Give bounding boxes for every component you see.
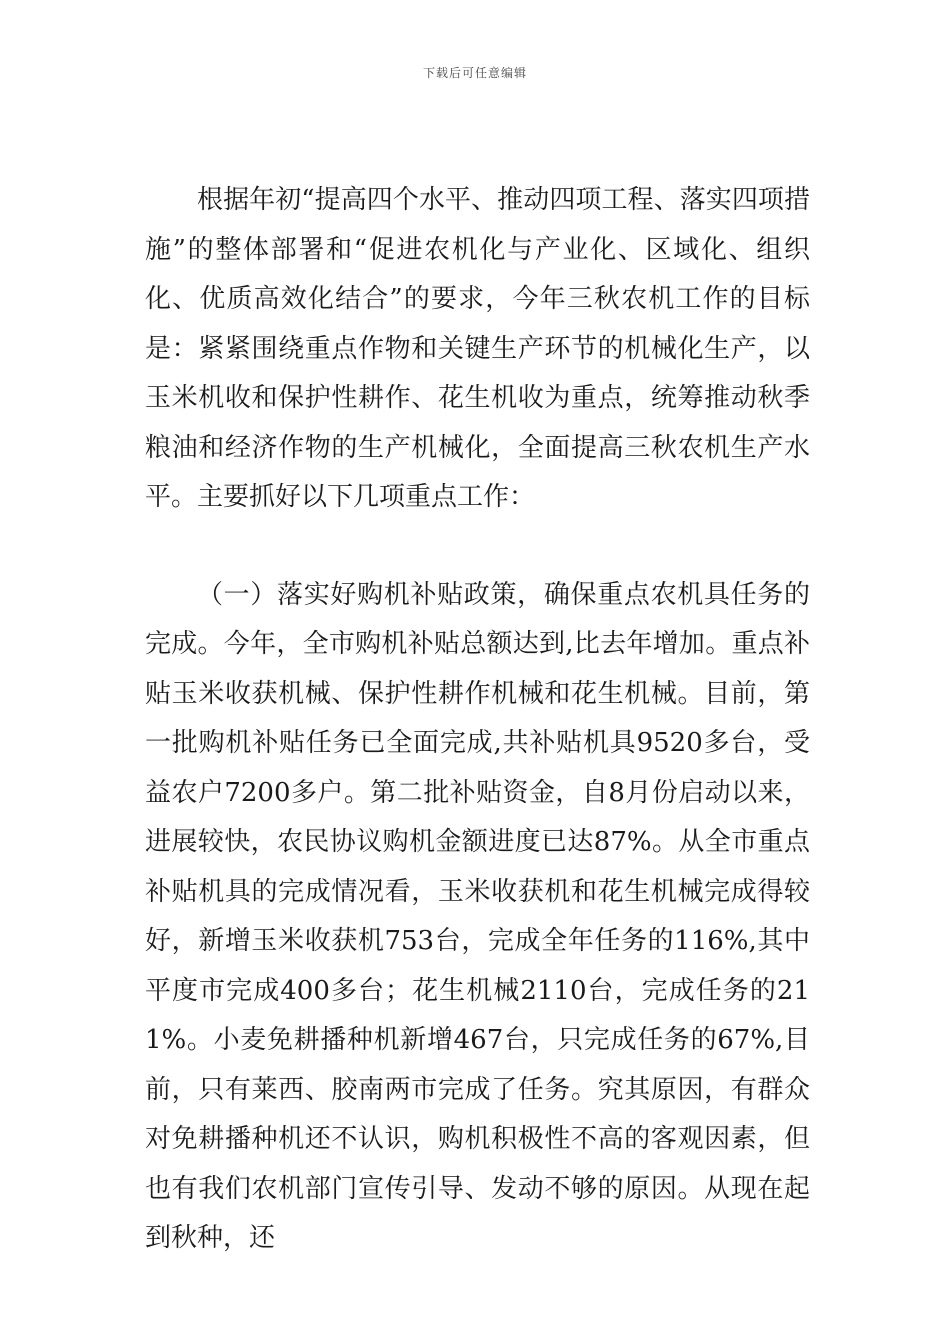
page-header-note: 下载后可任意编辑 <box>422 66 527 80</box>
paragraph-section-1: （一）落实好购机补贴政策，确保重点农机具任务的完成。今年，全市购机补贴总额达到,比去年增加。重点补贴玉米收获机械、保护性耕作机械和花生机械。目前，第一批购机补贴任务已全面完成,共补贴机具9520多台，受益农户7200多户。第二批补贴资金，自8月份启动以来，进展较快，农民协议购机金额进度已达87%。从全市重点补贴机具的完成情况看，玉米收获机和花生机械完成得较好，新增玉米收获机753台，完成全年任务的116%,其中平度市完成400多台；花生机械2110台，完成任务的211%。小麦免耕播种机新增467台，只完成任务的67%,目前，只有莱西、胶南两市完成了任务。究其原因，有群众对免耕播种机还不认识，购机积极性不高的客观因素，但也有我们农机部门宣传引导、发动不够的原因。从现在起到秋种，还 <box>145 579 810 1253</box>
document-body <box>145 176 810 1264</box>
paragraph-intro: 根据年初“提高四个水平、推动四项工程、落实四项措施”的整体部署和“促进农机化与产业化、区域化、组织化、优质高效化结合”的要求，今年三秋农机工作的目标是：紧紧围绕重点作物和关键生产环节的机械化生产，以玉米机收和保护性耕作、花生机收为重点，统筹推动秋季粮油和经济作物的生产机械化，全面提高三秋农机生产水平。主要抓好以下几项重点工作： <box>145 185 810 512</box>
